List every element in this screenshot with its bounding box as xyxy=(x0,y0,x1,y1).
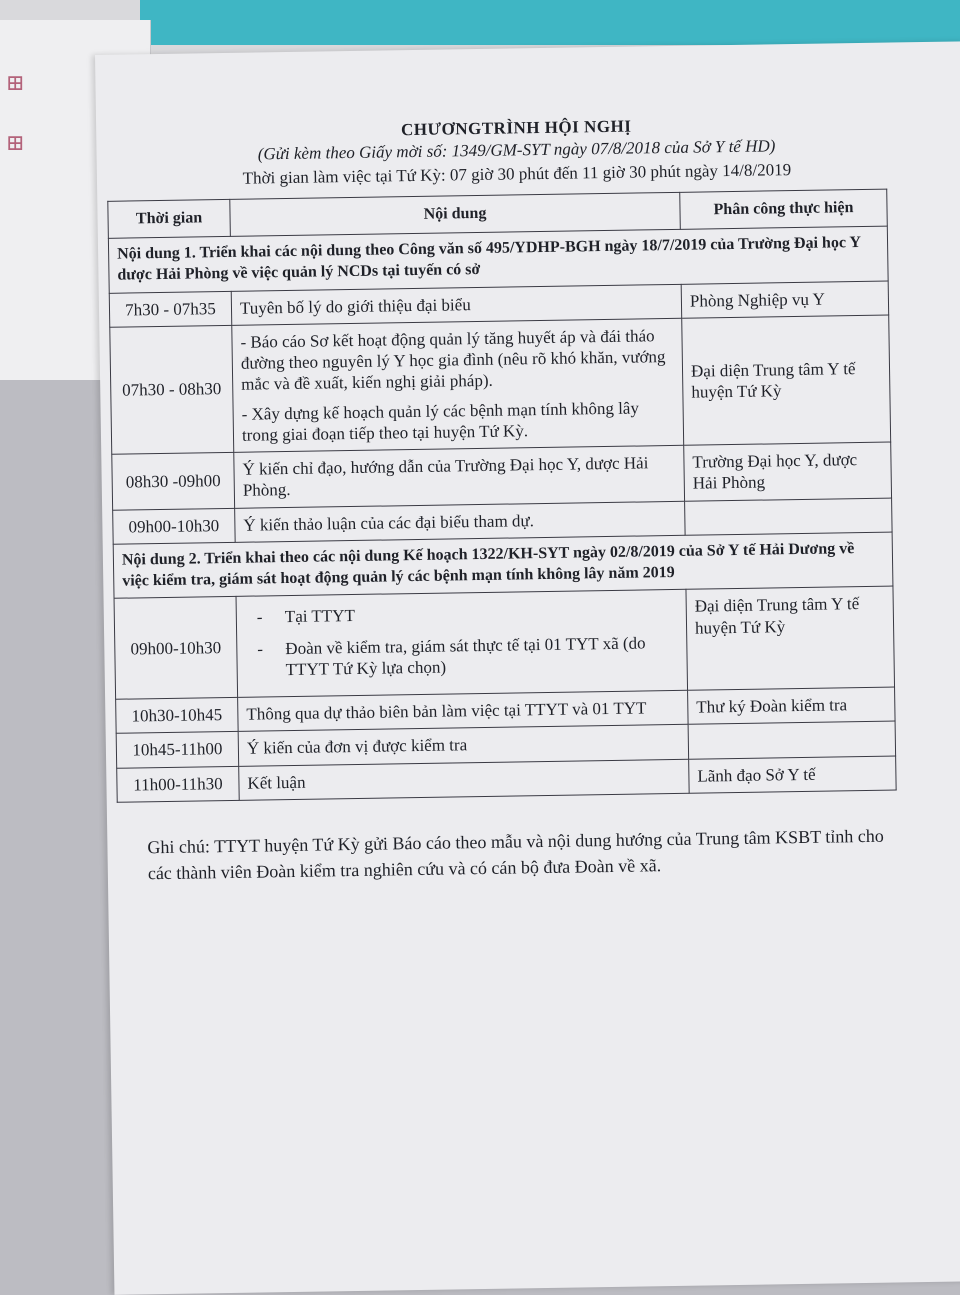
header-time: Thời gian xyxy=(108,199,231,238)
document-paper xyxy=(95,41,960,1295)
row-content xyxy=(232,318,684,452)
section-1-heading: Nội dung 1. Triển khai các nội dung theo Công văn số 495/YDHP-BGH ngày 18/7/2019 của Trường Đại học Y dược Hải Phòng về việc quản lý NCDs tại tuyến có sở xyxy=(108,226,888,293)
row-time: 09h00-10h30 xyxy=(113,508,236,544)
row-content: Kết luận xyxy=(239,759,689,800)
header-assignment: Phân công thực hiện xyxy=(680,189,888,229)
document-body xyxy=(106,113,898,887)
document-title: CHƯƠNGTRÌNH HỘI NGHỊ xyxy=(400,116,632,140)
row-assignment xyxy=(685,498,893,535)
stamp-mark: ⊞ xyxy=(6,130,25,155)
row-time: 09h00-10h30 xyxy=(114,597,238,700)
row-assignment: Đại diện Trung tâm Y tế huyện Tứ Kỳ xyxy=(682,315,891,445)
work-time-line: Thời gian làm việc tại Tứ Kỳ: 07 giờ 30 phút đến 11 giờ 30 phút ngày 14/8/2019 xyxy=(242,160,792,188)
list-item: - Đoàn về kiểm tra, giám sát thực tế tại 01 TYT xã (do TTYT Tứ Kỳ lựa chọn) xyxy=(245,632,679,681)
row-time: 10h30-10h45 xyxy=(116,698,239,734)
row-content-list xyxy=(245,600,679,681)
row-assignment: Thư ký Đoàn kiểm tra xyxy=(688,687,896,724)
row-assignment: Phòng Nghiệp vụ Y xyxy=(681,281,889,318)
header-content: Nội dung xyxy=(230,192,681,236)
document-subtitle: (Gửi kèm theo Giấy mời số: 1349/GM-SYT ngày 07/8/2018 của Sở Y tế HD) xyxy=(257,136,776,164)
stamp-mark: ⊞ xyxy=(6,70,25,95)
schedule-table xyxy=(107,189,896,803)
row-time: 11h00-11h30 xyxy=(117,766,240,802)
row-time: 07h30 - 08h30 xyxy=(110,325,234,454)
list-item: - Tại TTYT xyxy=(245,600,678,628)
footnote: Ghi chú: TTYT huyện Tứ Kỳ gửi Báo cáo theo mẫu và nội dung hướng của Trung tâm KSBT tỉnh cho các thành viên Đoàn kiểm tra nghiên cứu và có cán bộ đưa Đoàn về xã. xyxy=(147,825,884,884)
row-content-item: - Xây dựng kế hoạch quản lý các bệnh mạn tính không lây trong giai đoạn tiếp theo tại huyện Tứ Kỳ. xyxy=(241,398,640,445)
row-content-item: - Báo cáo Sơ kết hoạt động quản lý tăng huyết áp và đái tháo đường theo nguyên lý Y học gia đình (nêu rõ khó khăn, vướng mắc và đề xuất, kiến nghị giải pháp). xyxy=(240,326,666,395)
teal-folder xyxy=(140,0,960,45)
row-content xyxy=(236,590,688,698)
section-2-heading: Nội dung 2. Triển khai theo các nội dung Kế hoạch 1322/KH-SYT ngày 02/8/2019 của Sở Y tế Hải Dương về việc kiểm tra, giám sát hoạt động quản lý các bệnh mạn tính không lây năm 2019 xyxy=(113,532,893,599)
row-time: 7h30 - 07h35 xyxy=(109,291,232,327)
row-content: Ý kiến thảo luận của các đại biểu tham dự. xyxy=(235,501,685,542)
row-time: 08h30 -09h00 xyxy=(112,452,235,509)
row-time: 10h45-11h00 xyxy=(116,732,239,768)
row-content: Tuyên bố lý do giới thiệu đại biểu xyxy=(231,284,681,325)
table-row xyxy=(114,586,894,699)
row-assignment xyxy=(688,721,896,758)
row-assignment: Đại diện Trung tâm Y tế huyện Tứ Kỳ xyxy=(686,586,895,690)
row-content: Ý kiến chỉ đạo, hướng dẫn của Trường Đại học Y, dược Hải Phòng. xyxy=(234,445,685,508)
row-assignment: Lãnh đạo Sở Y tế xyxy=(689,756,897,793)
table-row xyxy=(110,315,891,454)
row-assignment: Trường Đại học Y, dược Hải Phòng xyxy=(684,442,892,501)
row-content: Thông qua dự thảo biên bản làm việc tại TTYT và 01 TYT xyxy=(238,690,688,731)
row-content: Ý kiến của đơn vị được kiểm tra xyxy=(238,725,688,766)
